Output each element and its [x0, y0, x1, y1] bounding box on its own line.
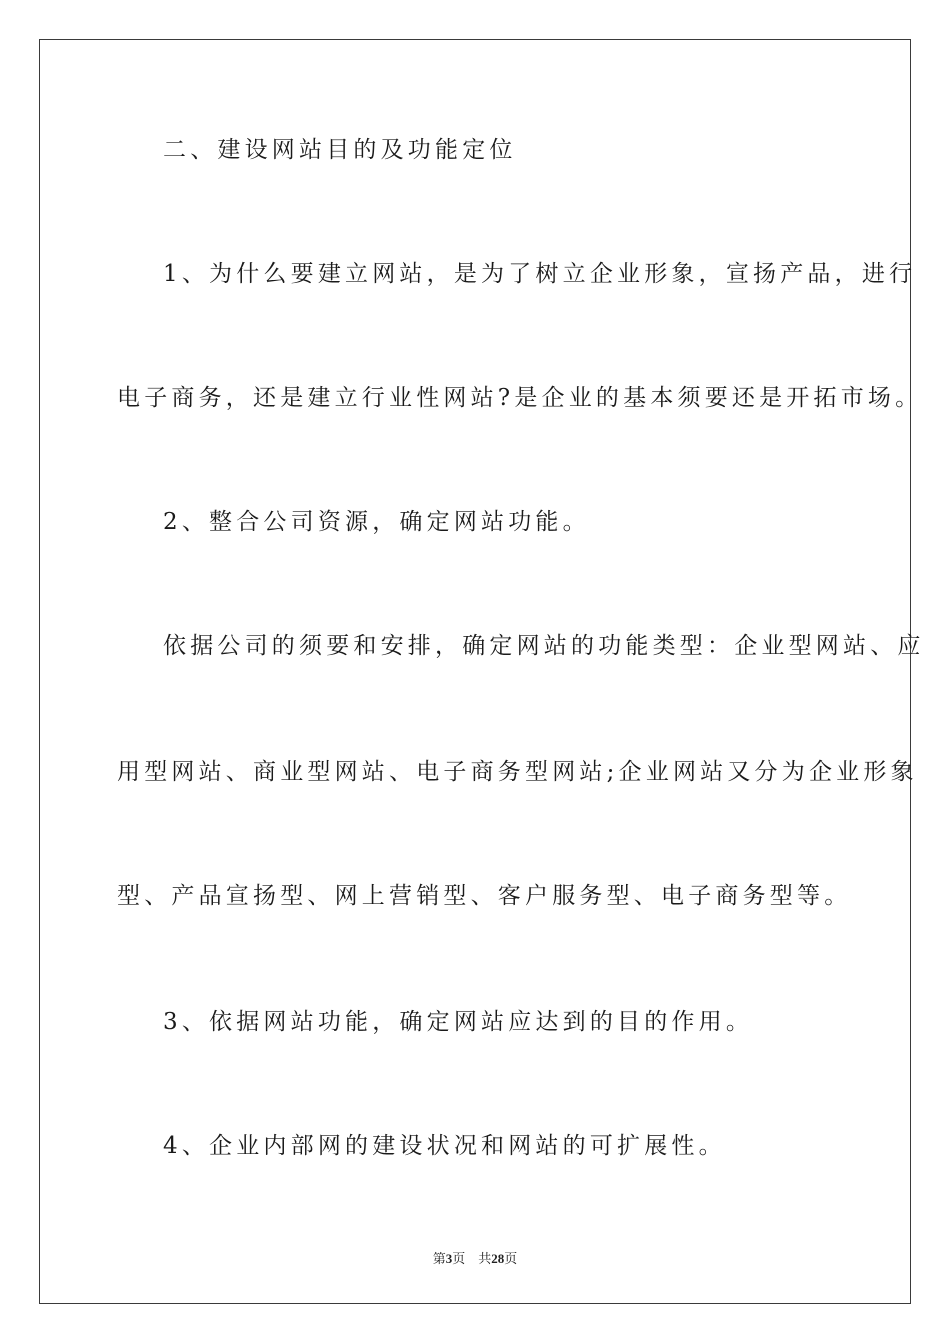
section-heading: 二、建设网站目的及功能定位	[163, 137, 517, 163]
paragraph-line: 1、为什么要建立网站，是为了树立企业形象，宣扬产品，进行	[163, 261, 917, 287]
footer-page-prefix: 第	[432, 1251, 446, 1266]
paragraph-line: 4、企业内部网的建设状况和网站的可扩展性。	[163, 1133, 726, 1159]
paragraph-line: 型、产品宣扬型、网上营销型、客户服务型、电子商务型等。	[117, 883, 852, 909]
paragraph-line: 依据公司的须要和安排，确定网站的功能类型：企业型网站、应	[163, 633, 925, 659]
paragraph-line: 3、依据网站功能，确定网站应达到的目的作用。	[163, 1009, 754, 1035]
footer-page-suffix: 页	[452, 1251, 466, 1266]
paragraph-line: 2、整合公司资源，确定网站功能。	[163, 509, 590, 535]
paragraph-line: 用型网站、商业型网站、电子商务型网站;企业网站又分为企业形象	[117, 759, 918, 785]
page-footer	[0, 1248, 950, 1267]
paragraph-line: 电子商务，还是建立行业性网站?是企业的基本须要还是开拓市场。	[117, 385, 923, 411]
footer-total-pages: 28	[491, 1251, 505, 1266]
footer-total-prefix: 共	[478, 1251, 492, 1266]
footer-page-number: 3	[445, 1251, 453, 1266]
footer-total-suffix: 页	[504, 1251, 518, 1266]
page-border	[39, 39, 911, 1304]
